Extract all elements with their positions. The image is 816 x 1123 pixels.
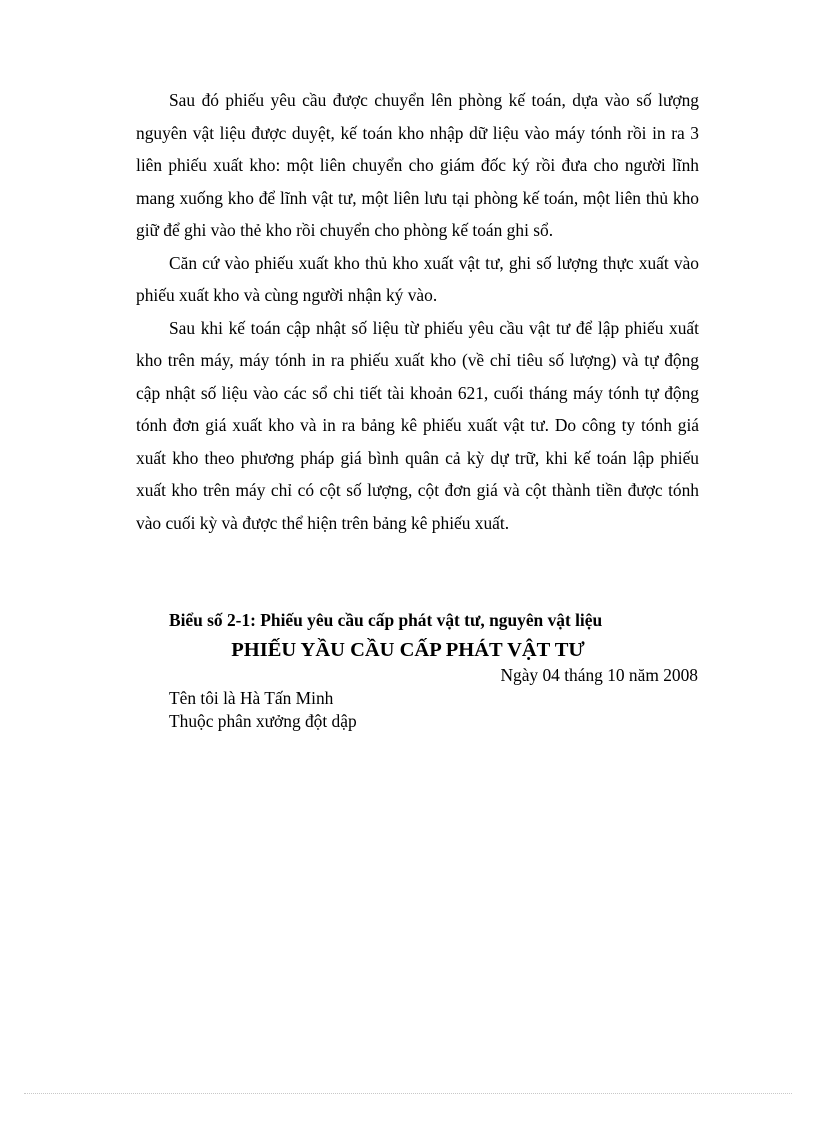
paragraph-1: Sau đó phiếu yêu cầu được chuyển lên phòng kế toán, dựa vào số lượng nguyên vật liệu được duyệt, kế toán kho nhập dữ liệu vào máy tónh rồi in ra 3 liên phiếu xuất kho: một liên chuyển cho giám đốc ký rồi đưa cho người lĩnh mang xuống kho để lĩnh vật tư, một liên lưu tại phòng kế toán, một liên thủ kho giữ để ghi vào thẻ kho rồi chuyển cho phòng kế toán ghi sổ. [136, 90, 699, 240]
form-date: Ngày 04 tháng 10 năm 2008 [500, 665, 698, 685]
figure-caption: Biểu số 2-1: Phiếu yêu cầu cấp phát vật tư, nguyên vật liệu [169, 610, 603, 630]
form-title: PHIẾU YẦU CẦU CẤP PHÁT VẬT TƯ [231, 639, 585, 661]
form-department-line: Thuộc phân xưởng đột dập [169, 711, 357, 731]
body-text [136, 84, 699, 539]
footer-divider [24, 1093, 792, 1094]
paragraph-2: Căn cứ vào phiếu xuất kho thủ kho xuất vật tư, ghi số lượng thực xuất vào phiếu xuất kho và cùng người nhận ký vào. [136, 252, 699, 305]
paragraph-3: Sau khi kế toán cập nhật số liệu từ phiếu yêu cầu vật tư để lập phiếu xuất kho trên máy, máy tónh in ra phiếu xuất kho (về chỉ tiêu số lượng) và tự động cập nhật số liệu vào các sổ chi tiết tài khoản 621, cuối tháng máy tónh tự động tónh đơn giá xuất kho và in ra bảng kê phiếu xuất vật tư. Do công ty tónh giá xuất kho theo phương pháp giá bình quân cả kỳ dự trữ, khi kế toán lập phiếu xuất kho trên máy chỉ có cột số lượng, cột đơn giá và cột thành tiền được tónh vào cuối kỳ và được thể hiện trên bảng kê phiếu xuất. [136, 317, 699, 533]
form-name-line: Tên tôi là Hà Tấn Minh [169, 688, 334, 708]
